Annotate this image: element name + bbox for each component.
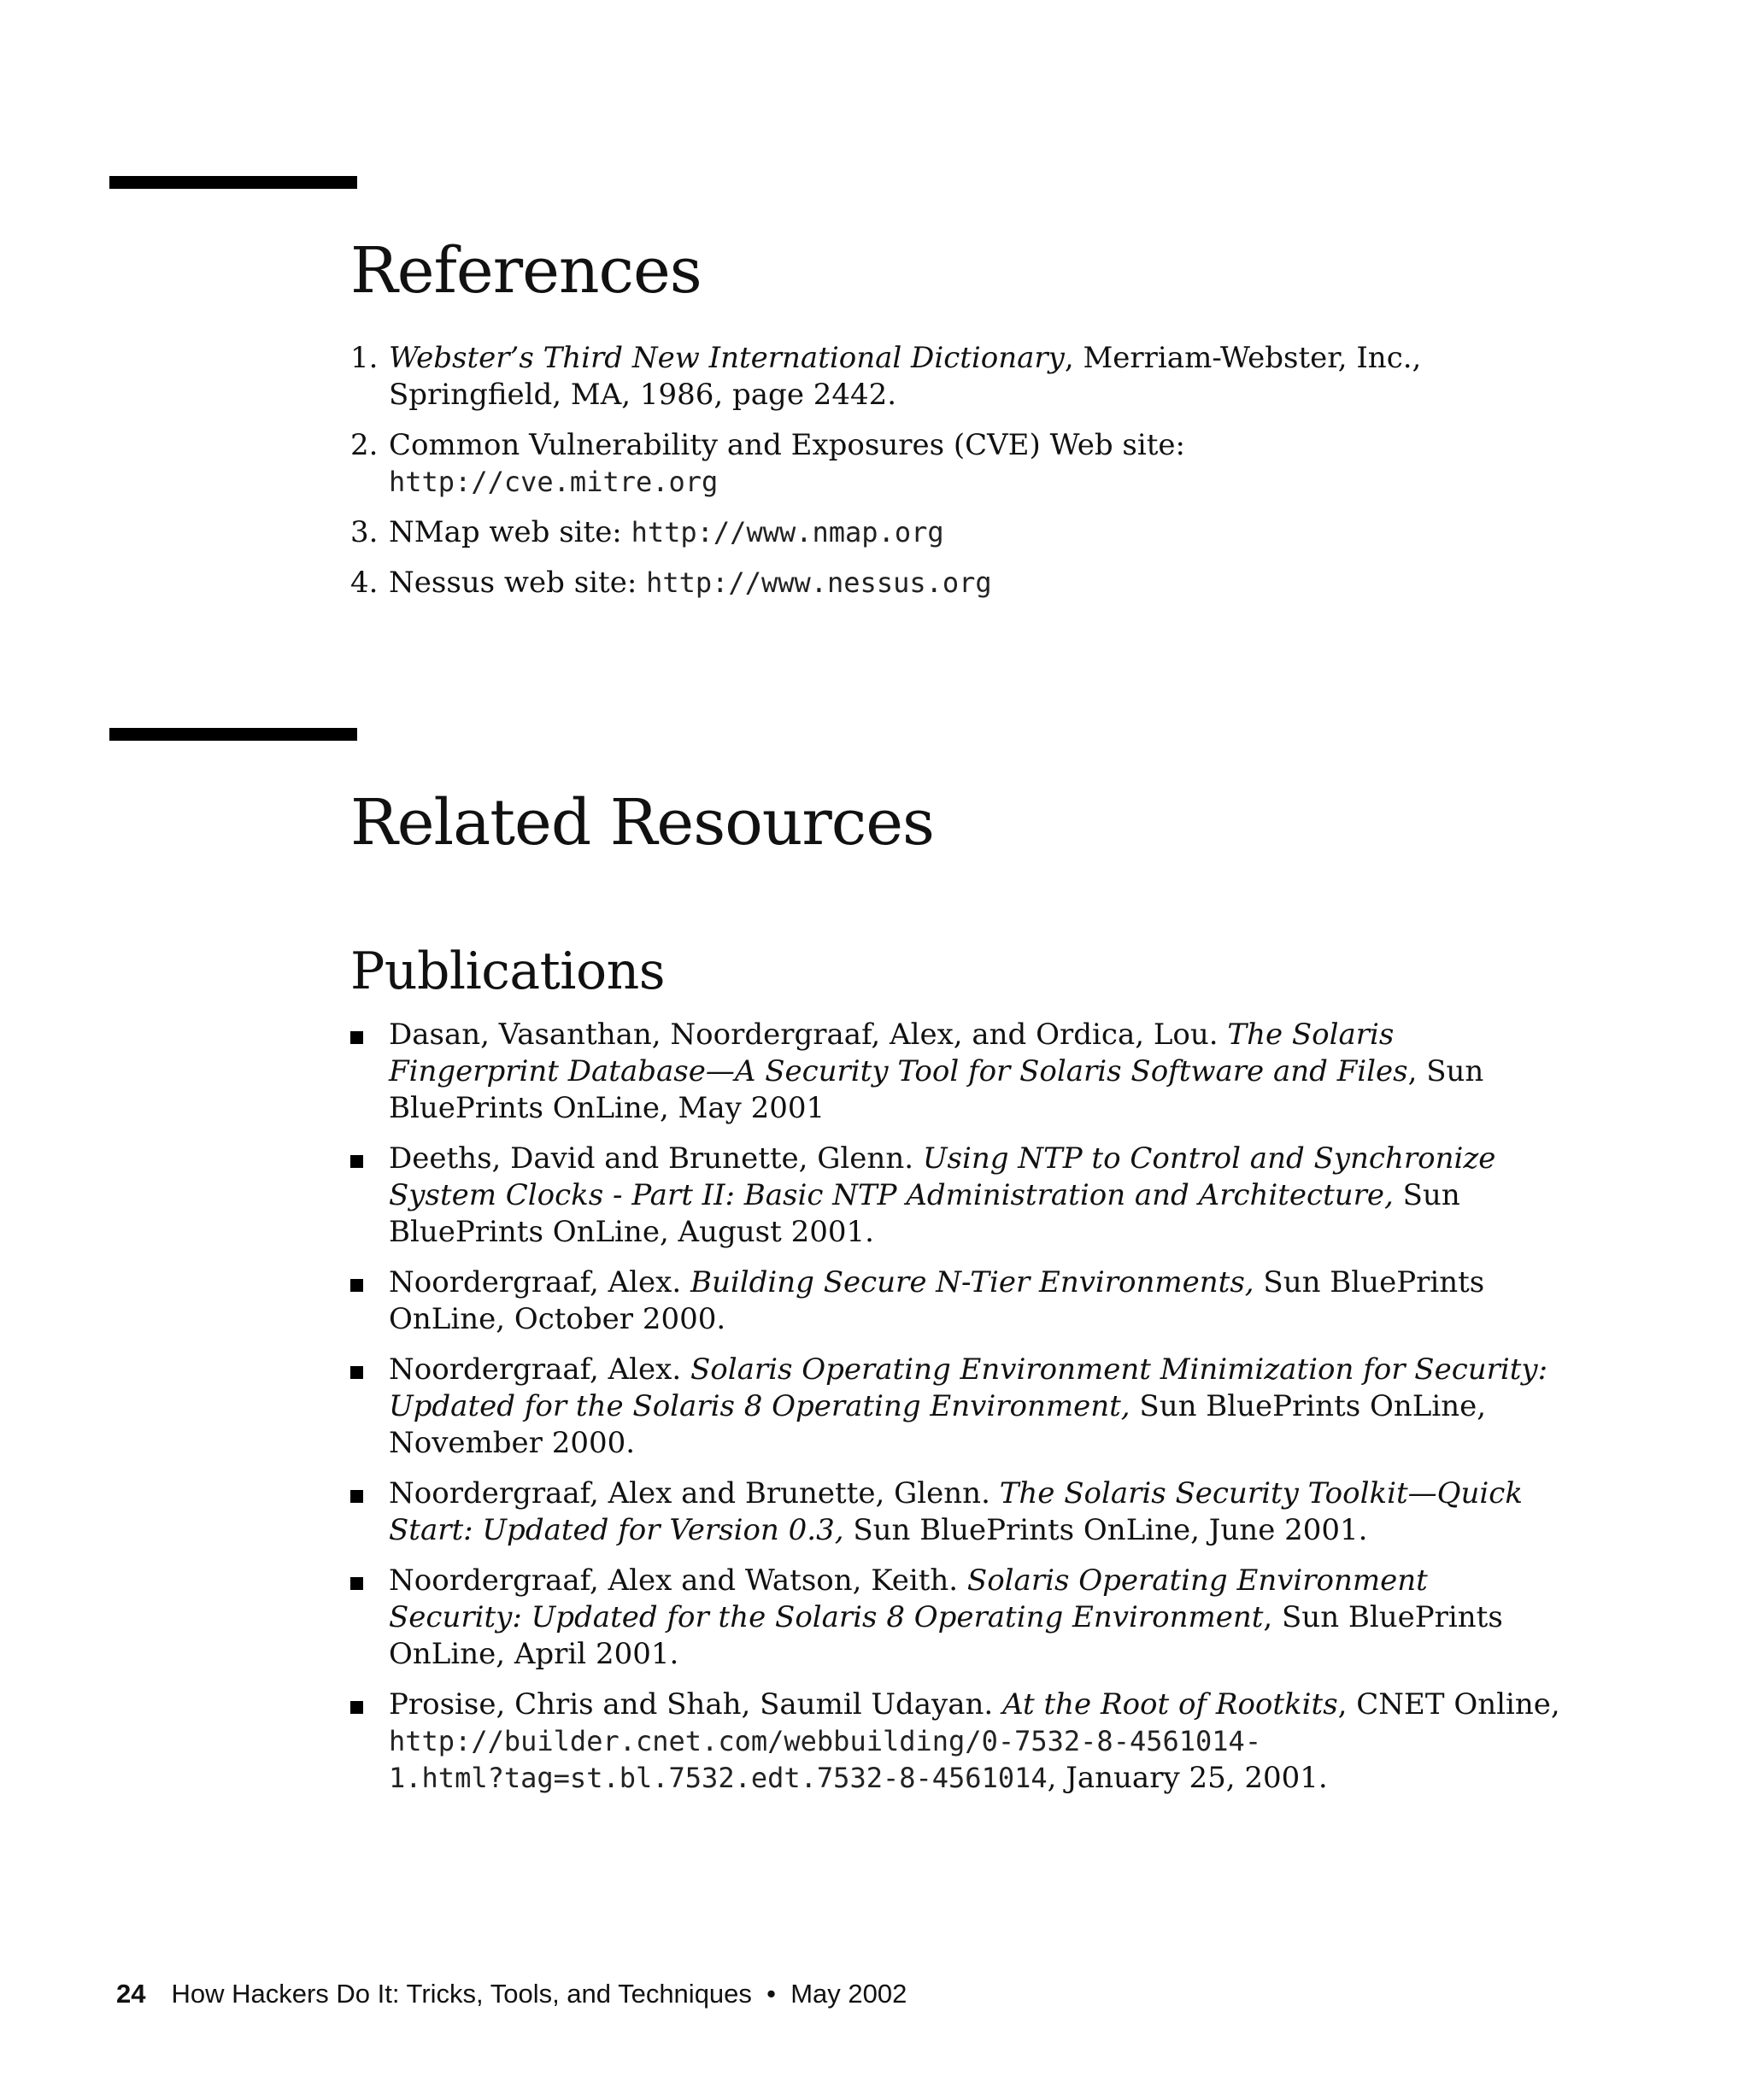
publication-item: Noordergraaf, Alex. Solaris Operating Environment Minimization for Security: Updated for the Solaris 8 Operating Environment, Sun BluePrints OnLine, November 2000. [350,1352,1564,1462]
reference-link[interactable]: http://www.nmap.org [631,516,944,548]
publication-item: Dasan, Vasanthan, Noordergraaf, Alex, and Ordica, Lou. The Solaris Fingerprint Database—A Security Tool for Solaris Software and Files, Sun BluePrints OnLine, May 2001 [350,1017,1564,1127]
reference-item: 2. Common Vulnerability and Exposures (CVE) Web site: http://cve.mitre.org [350,428,1185,498]
bullet-icon [350,1031,363,1044]
reference-item: 1. Webster’s Third New International Dictionary, Merriam-Webster, Inc., Springfield, MA, 1986, page 2442. [350,341,1422,412]
section-rule-related-resources [109,728,357,741]
related-resources-heading: Related Resources [350,786,935,859]
references-heading: References [350,234,702,308]
references-list [350,340,1564,601]
bullet-icon [350,1279,363,1292]
publication-item: Noordergraaf, Alex and Watson, Keith. Solaris Operating Environment Security: Updated for the Solaris 8 Operating Environment, Sun BluePrints OnLine, April 2001. [350,1563,1564,1673]
bullet-icon [350,1701,363,1714]
footer-text: How Hackers Do It: Tricks, Tools, and Techniques • May 2002 [171,1979,907,2009]
publication-item: Noordergraaf, Alex and Brunette, Glenn. The Solaris Security Toolkit—Quick Start: Updated for Version 0.3, Sun BluePrints OnLine, June 2001. [350,1475,1564,1549]
publications-list [350,1017,1564,1797]
reference-item: 4. Nessus web site: http://www.nessus.org [350,566,992,600]
reference-link[interactable]: http://www.nessus.org [646,566,992,599]
publication-link[interactable]: http://builder.cnet.com/webbuilding/0-7532-8-4561014- [389,1725,1262,1757]
references-section [350,234,1564,615]
publication-item: Prosise, Chris and Shah, Saumil Udayan. At the Root of Rootkits, CNET Online, http://builder.cnet.com/webbuilding/0-7532-8-4561014- 1.html?tag=st.bl.7532.edt.7532-8-4561014, January 25, 2001. [350,1686,1564,1797]
bullet-icon [350,1490,363,1503]
publication-item: Noordergraaf, Alex. Building Secure N-Tier Environments, Sun BluePrints OnLine, October 2000. [350,1264,1564,1338]
section-rule-references [109,176,357,189]
related-resources-section [350,786,1564,1810]
page-number: 24 [116,1979,146,2009]
bullet-icon [350,1366,363,1379]
publications-heading: Publications [350,941,666,1001]
bullet-icon [350,1577,363,1590]
page-footer [116,1979,907,2009]
reference-link[interactable]: http://cve.mitre.org [389,466,719,498]
reference-item: 3. NMap web site: http://www.nmap.org [350,515,944,549]
publication-link-continued[interactable]: 1.html?tag=st.bl.7532.edt.7532-8-4561014 [389,1762,1048,1794]
bullet-icon [350,1155,363,1168]
publication-item: Deeths, David and Brunette, Glenn. Using NTP to Control and Synchronize System Clocks - Part II: Basic NTP Administration and Architecture, Sun BluePrints OnLine, August 2001. [350,1141,1564,1251]
